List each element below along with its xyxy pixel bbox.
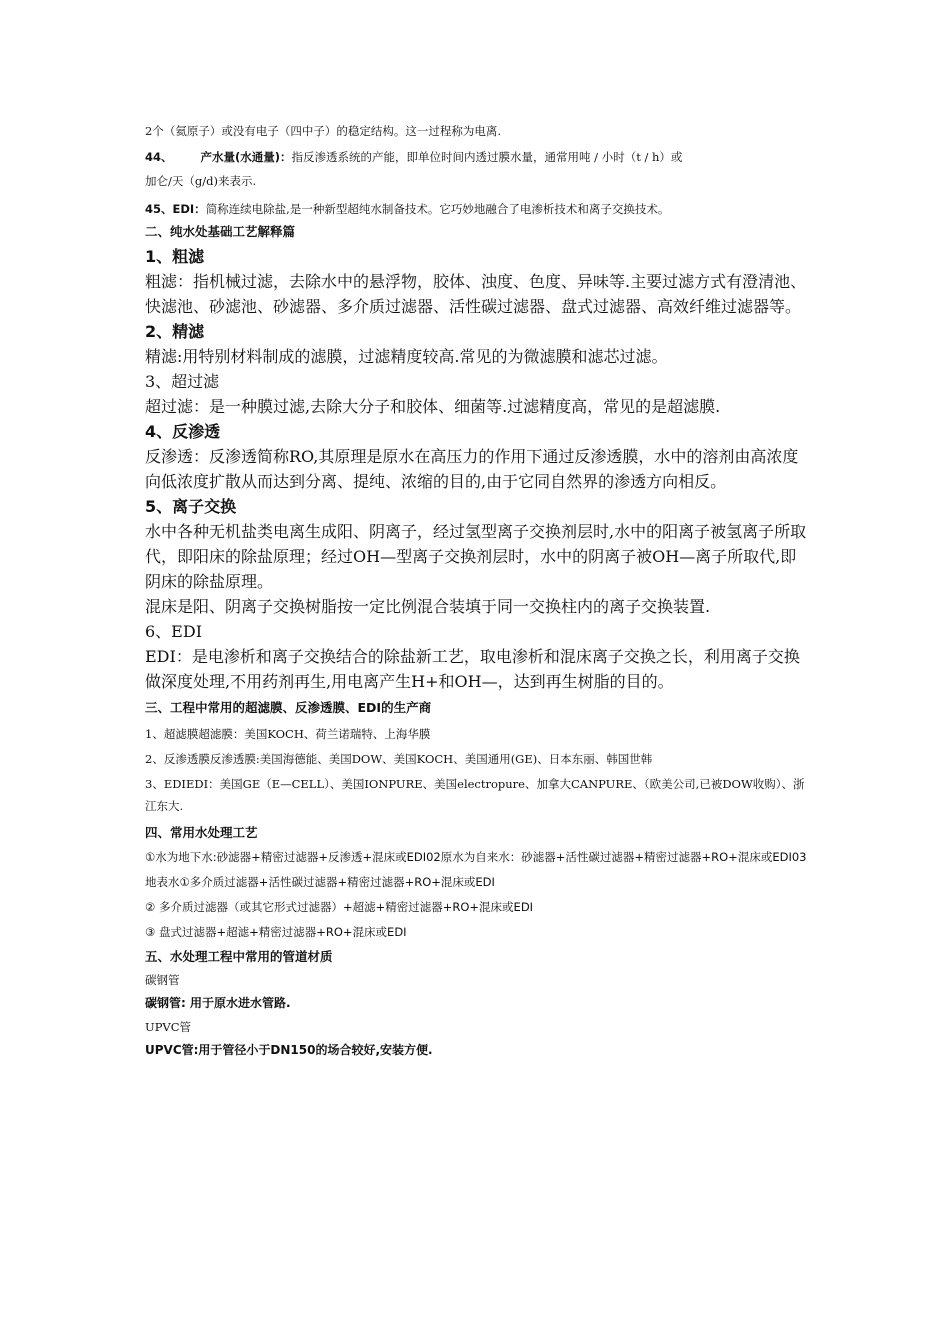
list-item: 3、EDIEDI：美国GE（E—CELL）、美国IONPURE、美国electropure、加拿大CANPURE、（欧美公司,已被DOW收购）、浙江东大. — [145, 777, 805, 813]
paragraph: EDI：是电渗析和离子交换结合的除盐新工艺，取电渗析和混床离子交换之长，利用离子交换做深度处理,不用药剂再生,用电离产生H+和OH—，达到再生树脂的目的。 — [145, 647, 800, 691]
list-item: 1、超滤膜超滤膜：美国KOCH、荷兰诺瑞特、上海华膜 — [145, 727, 431, 741]
section-heading: 三、工程中常用的超滤膜、反渗透膜、EDI的生产商 — [145, 700, 432, 715]
text-line: 2个（氦原子）或没有电子（四中子）的稳定结构。这一过程称为电离. — [145, 124, 501, 138]
list-item: ③ 盘式过滤器+超滤+精密过滤器+RO+混床或EDI — [145, 925, 407, 939]
item-description: UPVC管:用于管径小于DN150的场合较好,安装方便. — [145, 1043, 433, 1057]
paragraph: 超过滤：是一种膜过滤,去除大分子和胶体、细菌等.过滤精度高，常见的是超滤膜. — [145, 397, 721, 416]
definition-45 — [145, 198, 810, 220]
document-page — [145, 120, 810, 1063]
section-heading: 四、常用水处理工艺 — [145, 825, 258, 840]
paragraph: 反渗透：反渗透简称RO,其原理是原水在高压力的作用下通过反渗透膜，水中的溶剂由高浓度向低浓度扩散从而达到分离、提纯、浓缩的目的,由于它同自然界的渗透方向相反。 — [145, 447, 799, 491]
subsection-heading: 4、反渗透 — [145, 422, 221, 441]
paragraph: 水中各种无机盐类电离生成阳、阴离子，经过氢型离子交换剂层时,水中的阳离子被氢离子所取代，即阳床的除盐原理；经过OH—型离子交换剂层时，水中的阴离子被OH—离子所取代,即阴床的除盐原理。 — [145, 522, 807, 591]
item-title: 碳钢管 — [145, 973, 180, 987]
definition-44 — [145, 146, 810, 168]
subsection-heading: 5、离子交换 — [145, 497, 237, 516]
list-item: 2、反渗透膜反渗透膜:美国海德能、美国DOW、美国KOCH、美国通用(GE)、日本东丽、韩国世韩 — [145, 752, 653, 766]
subsection-heading: 2、精滤 — [145, 322, 205, 341]
subsection-heading: 1、粗滤 — [145, 247, 205, 266]
paragraph: 混床是阳、阴离子交换树脂按一定比例混合装填于同一交换柱内的离子交换装置. — [145, 597, 711, 616]
definition-number: 44、 — [145, 150, 173, 164]
section-heading: 五、水处理工程中常用的管道材质 — [145, 949, 333, 964]
subsection-heading: 3、超过滤 — [145, 372, 220, 391]
paragraph: 粗滤：指机械过滤，去除水中的悬浮物，胶体、浊度、色度、异味等.主要过滤方式有澄清池、快滤池、砂滤池、砂滤器、多介质过滤器、活性碳过滤器、盘式过滤器、高效纤维过滤器等。 — [145, 272, 807, 316]
item-title: UPVC管 — [145, 1020, 192, 1034]
definition-text: 简称连续电除盐,是一种新型超纯水制备技术。它巧妙地融合了电渗析技术和离子交换技术。 — [205, 202, 670, 216]
list-item: ② 多介质过滤器（或其它形式过滤器）+超滤+精密过滤器+RO+混床或EDI — [145, 900, 534, 914]
list-item: ①水为地下水:砂滤器+精密过滤器+反渗透+混床或EDI02原水为自来水：砂滤器+活性碳过滤器+精密过滤器+RO+混床或EDI03 — [145, 850, 807, 864]
definition-term: 45、EDI： — [145, 202, 206, 216]
text-line: 加仑/天（g/d)来表示. — [145, 174, 257, 188]
list-item: 地表水①多介质过滤器+活性碳过滤器+精密过滤器+RO+混床或EDI — [145, 875, 495, 889]
definition-text: 指反渗透系统的产能，即单位时间内透过膜水量，通常用吨 / 小时（t / h）或 — [291, 150, 683, 164]
item-description: 碳钢管: 用于原水进水管路. — [145, 996, 291, 1010]
definition-term: 产水量(水通量)： — [200, 150, 292, 164]
section-heading: 二、纯水处基础工艺解释篇 — [145, 224, 296, 239]
subsection-heading: 6、EDI — [145, 622, 203, 641]
paragraph: 精滤:用特别材料制成的滤膜，过滤精度较高.常见的为微滤膜和滤芯过滤。 — [145, 347, 668, 366]
